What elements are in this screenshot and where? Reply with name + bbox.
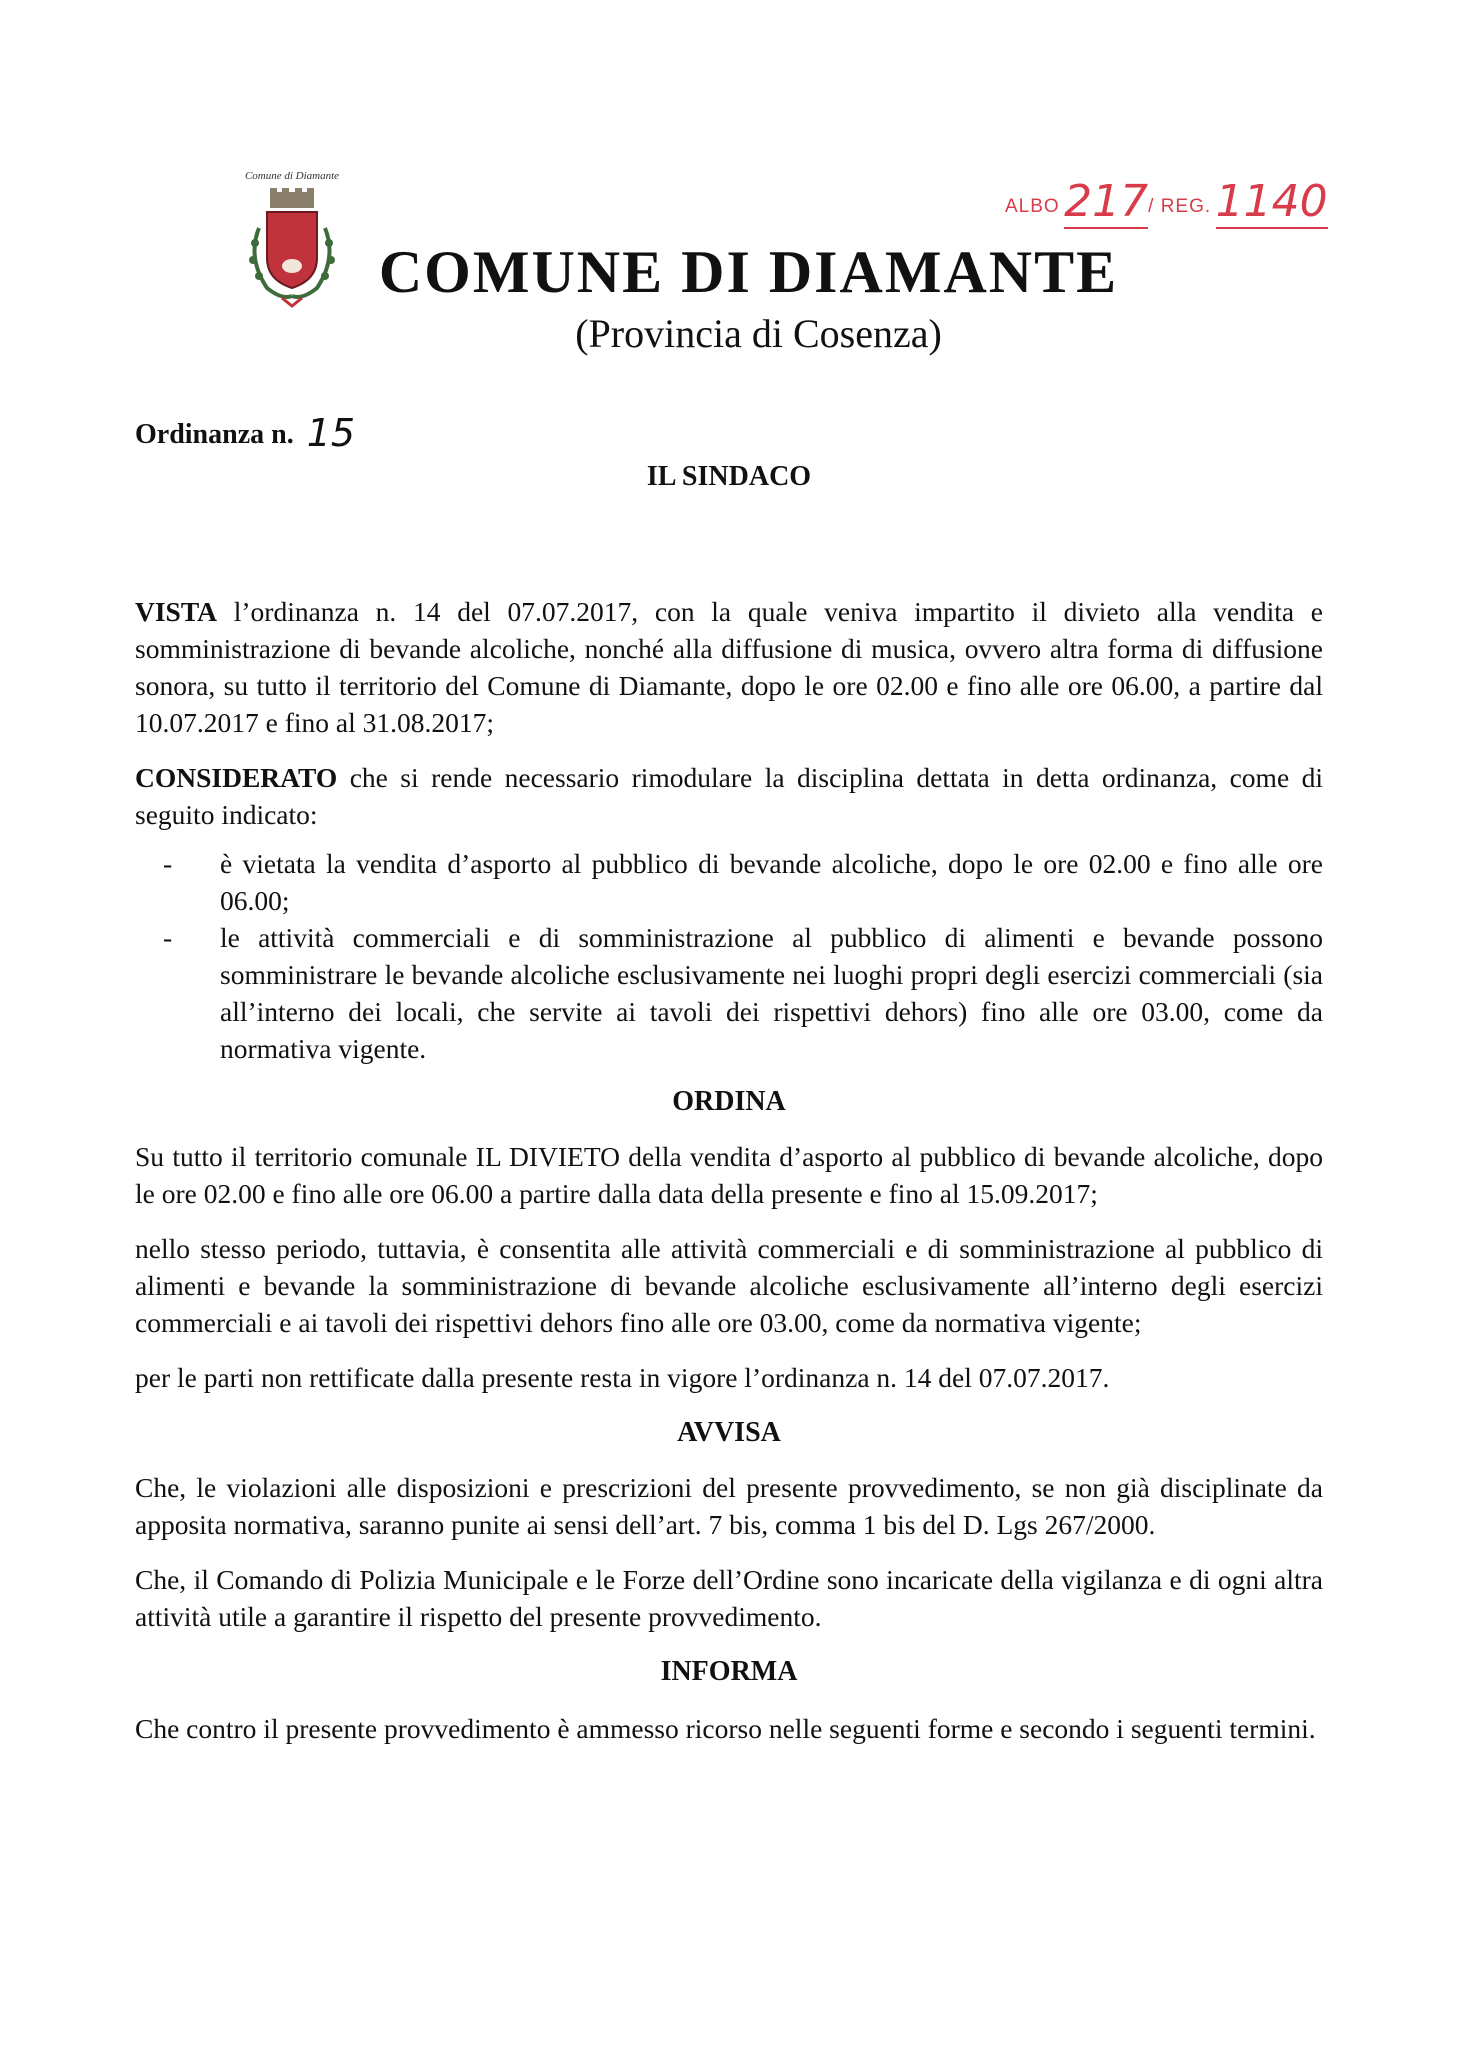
considerato-list — [135, 845, 1323, 1067]
avvisa-paragraph-1: Che, le violazioni alle disposizioni e prescrizioni del presente provvedimento, se non già disciplinate da apposita normativa, saranno punite ai sensi dell’art. 7 bis, comma 1 bis del D. Lgs 267/2000. — [135, 1472, 1323, 1540]
considerato-text: che si rende necessario rimodulare la disciplina dettata in detta ordinanza, come di seguito indicato: — [135, 762, 1323, 830]
reg-label: / REG. — [1148, 196, 1212, 217]
considerato-lead: CONSIDERATO — [135, 762, 338, 793]
heading-avvisa: AVVISA — [677, 1417, 781, 1448]
ordina-paragraph-1: Su tutto il territorio comunale IL DIVIETO della vendita d’asporto al pubblico di bevande alcoliche, dopo le ore 02.00 e fino alle ore 06.00 a partire dalla data della presente e fino al 15.09.2017; — [135, 1141, 1323, 1209]
reg-number: 1140 — [1215, 176, 1328, 227]
registry-stamp — [1005, 172, 1328, 225]
avvisa-paragraph-2: Che, il Comando di Polizia Municipale e le Forze dell’Ordine sono incaricate della vigilanza e di ogni altra attività utile a garantire il rispetto del presente provvedimento. — [135, 1564, 1323, 1632]
heading-informa: INFORMA — [660, 1656, 798, 1687]
list-item: - le attività commerciali e di somministrazione al pubblico di alimenti e bevande possono somministrare le bevande alcoliche esclusivamente nei luoghi propri degli esercizi commerciali (sia all’interno dei locali, che servite ai tavoli dei rispettivi dehors) fino alle ore 03.00, come da normativa vigente. — [163, 922, 1323, 1064]
ordina-paragraph-3: per le parti non rettificate dalla presente resta in vigore l’ordinanza n. 14 del 07.07.2017. — [135, 1362, 1110, 1393]
informa-paragraph-1: Che contro il presente provvedimento è ammesso ricorso nelle seguenti forme e secondo i seguenti termini. — [135, 1713, 1316, 1744]
vista-lead: VISTA — [135, 596, 218, 627]
vista-paragraph — [135, 593, 1323, 741]
ordinanza-number — [135, 408, 356, 455]
list-item-text: è vietata la vendita d’asporto al pubblico di bevande alcoliche, dopo le ore 02.00 e fino alle ore 06.00; — [220, 848, 1323, 916]
comune-title: COMUNE DI DIAMANTE — [378, 239, 1119, 305]
albo-label: ALBO — [1005, 196, 1060, 217]
ordinanza-label: Ordinanza n. — [135, 419, 294, 450]
list-item: - è vietata la vendita d’asporto al pubblico di bevande alcoliche, dopo le ore 02.00 e fino alle ore 06.00; — [163, 848, 1323, 916]
provincia-subtitle: (Provincia di Cosenza) — [575, 311, 942, 356]
ordina-paragraph-2: nello stesso periodo, tuttavia, è consentita alle attività commerciali e di somministrazione al pubblico di alimenti e bevande la somministrazione di bevande alcoliche esclusivamente all’interno degli esercizi commerciali e ai tavoli dei rispettivi dehors fino alle ore 03.00, come da normativa vigente; — [135, 1233, 1323, 1338]
crest-caption: Comune di Diamante — [244, 170, 340, 182]
document-body — [135, 458, 1323, 1765]
considerato-paragraph — [135, 759, 1323, 833]
ordinanza-handwritten-number: 15 — [306, 411, 356, 455]
vista-text: l’ordinanza n. 14 del 07.07.2017, con la quale veniva impartito il divieto alla vendita e somministrazione di bevande alcoliche, nonché alla diffusione di musica, ovvero altra forma di diffusione sonora, su tutto il territorio del Comune di Diamante, dopo le ore 02.00 e fino alle ore 06.00, a partire dal 10.07.2017 e fino al 31.08.2017; — [135, 596, 1323, 738]
list-item-text: le attività commerciali e di somministrazione al pubblico di alimenti e bevande possono somministrare le bevande alcoliche esclusivamente nei luoghi propri degli esercizi commerciali (sia all’interno dei locali, che servite ai tavoli dei rispettivi dehors) fino alle ore 03.00, come da normativa vigente. — [220, 922, 1323, 1064]
heading-il-sindaco: IL SINDACO — [646, 461, 812, 492]
heading-ordina: ORDINA — [672, 1086, 786, 1117]
albo-number: 217 — [1064, 176, 1149, 227]
